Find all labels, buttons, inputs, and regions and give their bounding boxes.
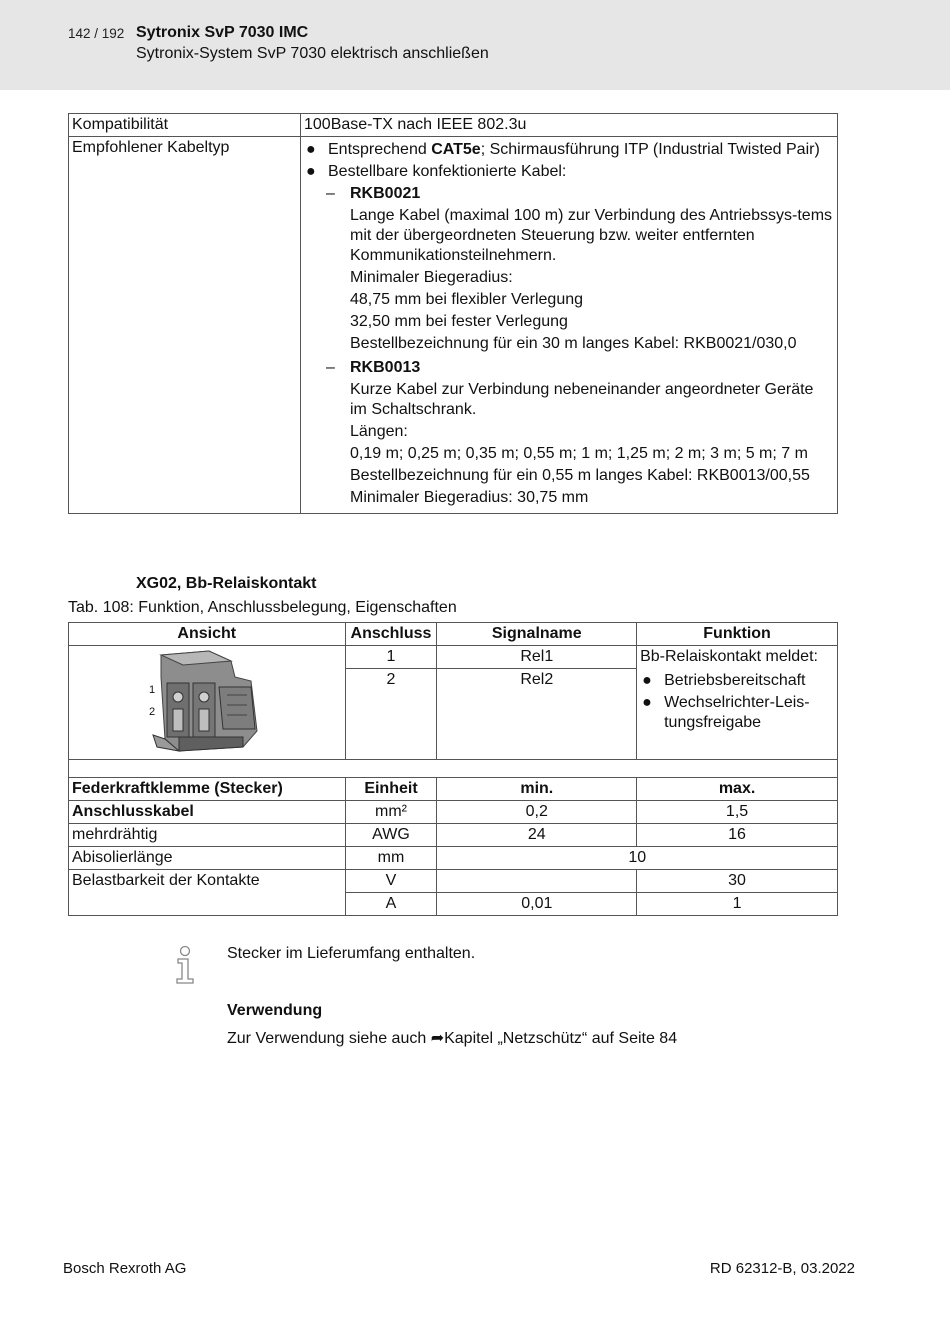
signal-cell: Rel1 <box>437 646 637 669</box>
connector-image <box>139 647 279 757</box>
spec-label: mehrdrähtig <box>69 824 346 847</box>
spacer-row <box>69 760 838 778</box>
cable-desc: 0,19 m; 0,25 m; 0,35 m; 0,55 m; 1 m; 1,25 m; 2 m; 3 m; 5 m; 7 m <box>350 445 808 462</box>
section-title: XG02, Bb-Relaiskontakt <box>136 575 317 592</box>
table-row <box>69 114 838 137</box>
table-row <box>69 824 838 847</box>
footer-docref: RD 62312-B, 03.2022 <box>709 1260 855 1277</box>
spec-max: 16 <box>637 824 838 847</box>
usage-title: Verwendung <box>227 1002 323 1019</box>
function-title: Bb-Relaiskontakt meldet: <box>640 648 818 665</box>
col-header: Ansicht <box>69 623 346 646</box>
dash-icon: – <box>326 185 335 202</box>
bullet-text: Bestellbare konfektionierte Kabel: <box>328 163 567 180</box>
table-row <box>69 870 838 893</box>
cable-desc: Minimaler Biegeradius: 30,75 mm <box>350 489 589 506</box>
list-item <box>304 162 834 182</box>
cable-name: RKB0021 <box>350 185 421 202</box>
spec-unit: mm² <box>345 801 437 824</box>
bullet-icon: ● <box>642 694 652 711</box>
col-header: Funktion <box>637 623 838 646</box>
cable-spec-table <box>68 113 838 514</box>
cable-desc: 48,75 mm bei flexibler Verlegung <box>350 291 584 308</box>
spec-min <box>437 870 637 893</box>
connector-view <box>69 646 346 760</box>
spec-min: 24 <box>437 824 637 847</box>
cable-desc: Längen: <box>350 423 408 440</box>
spec-header-row <box>69 778 838 801</box>
bullet-text: ; Schirmausführung ITP (Industrial Twisted Pair) <box>480 141 820 158</box>
row-value <box>301 137 838 514</box>
bullet-icon: ● <box>306 141 316 158</box>
row-value: 100Base-TX nach IEEE 802.3u <box>301 114 838 137</box>
col-header: Anschluss <box>345 623 437 646</box>
spec-header: max. <box>637 778 838 801</box>
footer-company: Bosch Rexroth AG <box>63 1260 187 1277</box>
bullet-icon: ● <box>306 163 316 180</box>
spec-unit: A <box>345 893 437 916</box>
bullet-icon: ● <box>642 672 652 689</box>
cable-desc: Kurze Kabel zur Verbindung nebeneinander angeordneter Geräte im Schaltschrank. <box>350 381 814 418</box>
cable-desc: 32,50 mm bei fester Verlegung <box>350 313 568 330</box>
pin-cell: 1 <box>345 646 437 669</box>
spec-unit: V <box>345 870 437 893</box>
cable-desc: Lange Kabel (maximal 100 m) zur Verbindung des Antriebssys-tems mit der übergeordneten Steuerung bzw. weiter entfernten Kommunikationsteilnehmern. <box>350 207 833 264</box>
document-title: Sytronix SvP 7030 IMC <box>136 24 309 41</box>
table-row <box>69 847 838 870</box>
link-arrow-icon: ➦ <box>430 1030 445 1047</box>
sub-list-item <box>304 184 834 356</box>
usage-text <box>227 1028 677 1048</box>
spec-unit: mm <box>345 847 437 870</box>
info-icon <box>172 945 198 985</box>
table-row <box>69 646 838 669</box>
cable-desc: Bestellbezeichnung für ein 30 m langes Kabel: RKB0021/030,0 <box>350 335 797 352</box>
spec-label: Abisolierlänge <box>69 847 346 870</box>
signal-cell: Rel2 <box>437 669 637 760</box>
usage-text-pre: Zur Verwendung siehe auch <box>227 1030 431 1047</box>
spec-header: Federkraftklemme (Stecker) <box>69 778 346 801</box>
spec-max: 1,5 <box>637 801 838 824</box>
function-cell <box>637 646 838 760</box>
spec-label: Belastbarkeit der Kontakte <box>69 870 346 916</box>
spec-unit: AWG <box>345 824 437 847</box>
page-header <box>0 0 950 90</box>
pin-label-1: 1 <box>149 684 156 696</box>
row-key: Empfohlener Kabeltyp <box>69 137 301 514</box>
spec-label: Anschlusskabel <box>69 801 346 824</box>
list-item <box>640 693 834 733</box>
pin-cell: 2 <box>345 669 437 760</box>
note-text: Stecker im Lieferumfang enthalten. <box>227 945 476 962</box>
cable-desc: Bestellbezeichnung für ein 0,55 m langes Kabel: RKB0013/00,55 <box>350 467 810 484</box>
page-number: 142 / 192 <box>68 26 125 41</box>
row-key: Kompatibilität <box>69 114 301 137</box>
cable-desc: Minimaler Biegeradius: <box>350 269 513 286</box>
spec-max: 1 <box>637 893 838 916</box>
table-row <box>69 137 838 514</box>
bullet-text: Entsprechend <box>328 141 432 158</box>
function-item: Betriebsbereitschaft <box>664 672 806 689</box>
list-item <box>640 671 834 691</box>
bullet-bold-text: CAT5e <box>431 141 481 158</box>
chapter-link[interactable]: Kapitel „Netzschütz“ auf Seite 84 <box>444 1030 678 1047</box>
table-header-row <box>69 623 838 646</box>
col-header: Signalname <box>437 623 637 646</box>
spec-max: 30 <box>637 870 838 893</box>
spec-value: 10 <box>437 847 838 870</box>
document-subtitle: Sytronix-System SvP 7030 elektrisch anschließen <box>136 45 489 62</box>
function-item: Wechselrichter-Leis-tungsfreigabe <box>664 694 810 731</box>
spec-header: Einheit <box>345 778 437 801</box>
spec-min: 0,2 <box>437 801 637 824</box>
cable-name: RKB0013 <box>350 359 421 376</box>
dash-icon: – <box>326 359 335 376</box>
spec-min: 0,01 <box>437 893 637 916</box>
sub-list-item <box>304 358 834 510</box>
pin-label-2: 2 <box>149 706 156 718</box>
table-caption: Tab. 108: Funktion, Anschlussbelegung, Eigenschaften <box>68 599 457 616</box>
relay-contact-table <box>68 622 838 916</box>
list-item <box>304 140 834 160</box>
spec-header: min. <box>437 778 637 801</box>
table-row <box>69 801 838 824</box>
